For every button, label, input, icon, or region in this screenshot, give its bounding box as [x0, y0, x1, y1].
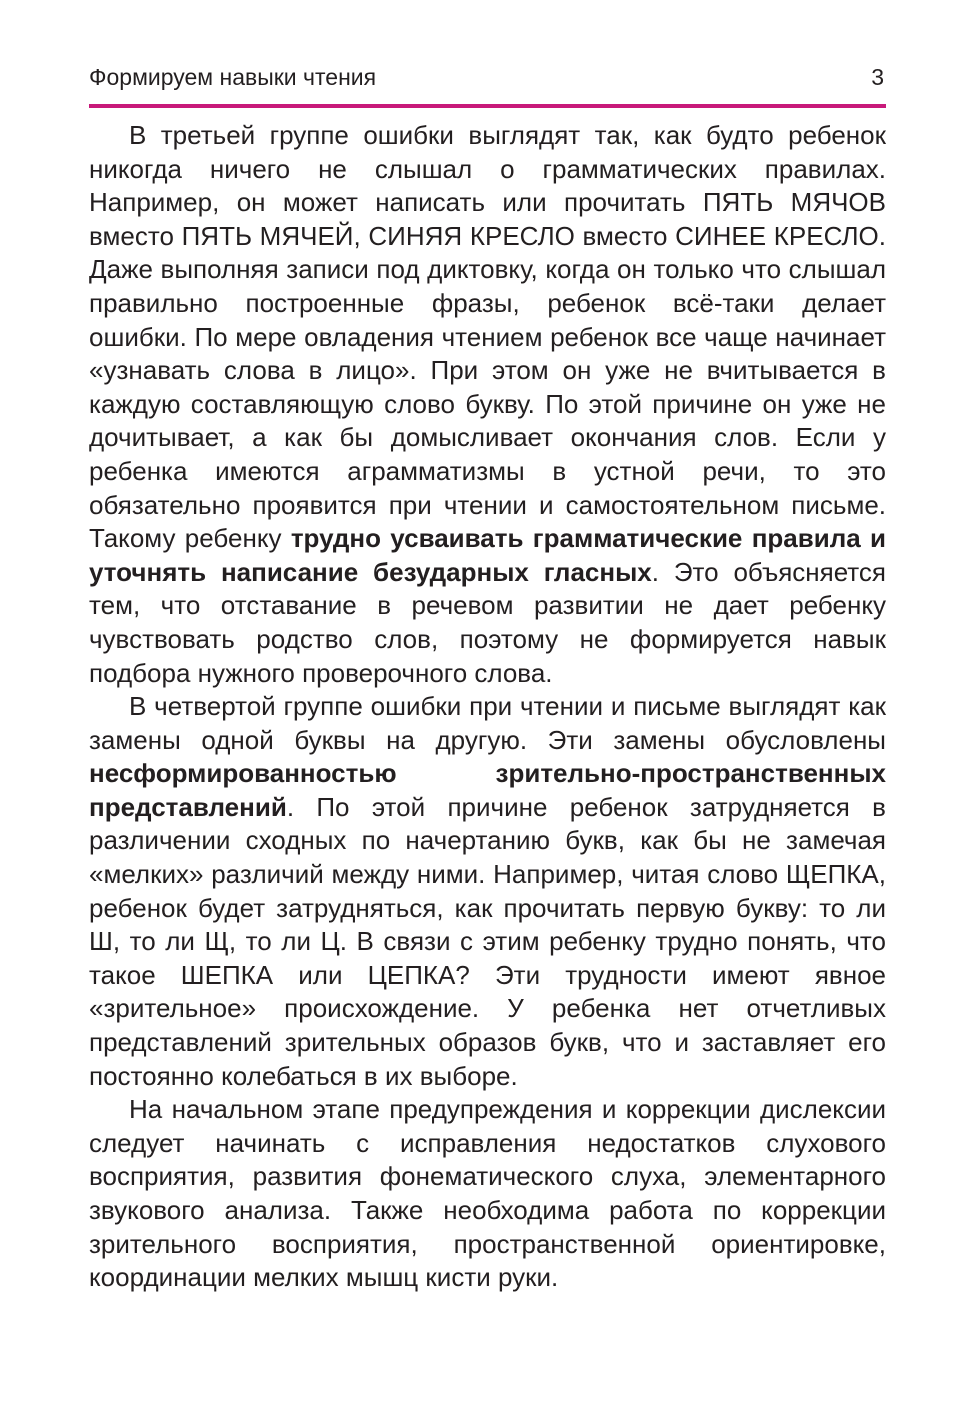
paragraph-bold-text: несформированностью зрительно-пространственных представлений [89, 758, 886, 822]
paragraph-correction [89, 1093, 886, 1295]
header-rule [89, 104, 886, 108]
paragraph-text: . По этой причине ребенок затрудняется в различении сходных по начертанию букв, как бы не замечая «мелких» различий между ними. Например, читая слово ЩЕПКА, ребенок будет затрудняться, как прочитать первую букву: то ли Ш, то ли Щ, то ли Ц. В связи с этим ребенку трудно понять, что такое ШЕПКА или ЦЕПКА? Эти трудности имеют явное «зрительное» происхождение. У ребенка нет отчетливых представлений зрительных образов букв, что и заставляет его постоянно колебаться в их выборе. [89, 791, 886, 1091]
running-title: Формируем навыки чтения [89, 64, 377, 90]
paragraph-text: . Это объясняется тем, что отставание в речевом развитии не дает ребенку чувствовать родство слов, поэтому не формируется навык подбора нужного проверочного слова. [89, 556, 886, 688]
paragraph-fourth-group [89, 690, 886, 1093]
paragraph-text: В третьей группе ошибки выглядят так, как будто ребенок никогда ничего не слышал о грамматических правилах. Например, он может написать или прочитать ПЯТЬ МЯЧОВ вместо ПЯТЬ МЯЧЕЙ, СИНЯЯ КРЕСЛО вместо СИНЕЕ КРЕСЛО. Даже выполняя записи под диктовку, когда он только что слышал правильно построенные фразы, ребенок всё-таки делает ошибки. По мере овладения чтением ребенок все чаще начинает «узнавать слова в лицо». При этом он уже не вчитывается в каждую составляющую слово букву. По этой причине он уже не дочитывает, а как бы домысливает окончания слов. Если у ребенка имеются аграмматизмы в устной речи, то это обязательно проявится при чтении и самостоятельном письме. Такому ребенку [89, 120, 886, 554]
paragraph-text: На начальном этапе предупреждения и коррекции дислексии следует начинать с исправления недостатков слухового восприятия, развития фонематического слуха, элементарного звукового анализа. Также необходима работа по коррекции зрительного восприятия, пространственной ориентировке, координации мелких мышц кисти руки. [89, 1094, 886, 1293]
running-header [89, 64, 886, 98]
body-text [89, 119, 886, 1295]
paragraph-text: В четвертой группе ошибки при чтении и письме выглядят как замены одной буквы на другую. Эти замены обусловлены [89, 691, 886, 755]
paragraph-bold-text: трудно усваивать грамматические правила и уточнять написание безударных гласных [89, 523, 886, 587]
paragraph-third-group [89, 119, 886, 690]
page-number: 3 [871, 64, 884, 90]
